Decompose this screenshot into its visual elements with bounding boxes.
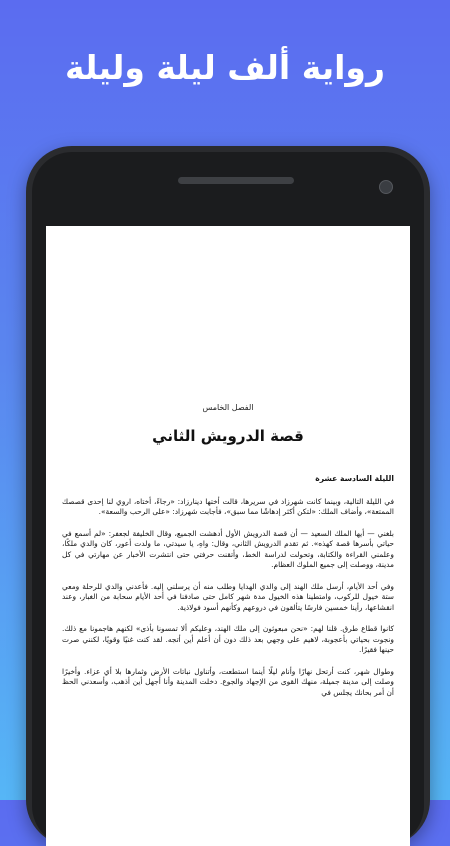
night-title: الليلة السادسة عشرة [315,474,394,483]
paragraph: كانوا قطاع طرق. قلنا لهم: «نحن مبعوثون إلى ملك الهند، وعليكم ألا تمسونا بأذى» لكنهم هاجمونا مع ذلك. ونجوت بحياتي بأعجوبة، لاهيم على وجهي بعد ذلك دون أن أعلم أين أتجه. لقد كنت غنيًا وقويًا، لكنني صرت حينها فقيرًا. [62,624,394,654]
story-title: قصة الدرويش الثاني [152,427,304,445]
chapter-label: الفصل الخامس [202,403,254,412]
app-headline: رواية ألف ليلة وليلة [65,48,385,87]
front-camera-icon [379,180,393,194]
paragraph: وفي أحد الأيام، أرسل ملك الهند إلى والدي الهدايا وطلب منه أن يرسلني إليه. فأعدني والدي للرحلة ومعي ستة خيول للركوب، وامتطينا هذه الخيول مدة شهر كامل حتى صادفنا في أحد الأيام سحابة من الغبار، وعند انقشاعها، رأينا خمسين فارسًا يتألقون في دروعهم وكأنهم أسود فولاذية. [62,581,394,612]
phone-screen[interactable] [46,226,410,846]
paragraph: وطوال شهر، كنت أرتحل نهارًا وأنام ليلًا أينما استطعت، وأتناول نباتات الأرض وثمارها بلا أي عزاء. وأخيرًا وصلت إلى مدينة جميلة، منهك القوى من الإجهاد والجوع. دخلت المدينة وأنا أجهل أين أذهب، وأسعدني الحظ أن أمر بحانك يجلس في [62,666,394,697]
book-page-text [62,474,394,709]
phone-frame [26,146,430,846]
paragraph: بلغني — أيها الملك السعيد — أن قصة الدرويش الأول أدهشت الجميع، وقال الخليفة لجعفر: «لم أسمع في حياتي بأسرها قصة كهذه». ثم تقدم الدرويش الثاني، وقال: واهِ، يا سيدتي، ما ولدت أعور، كان والدي ملكًا، وعلمني القراءة والكتابة، وتحولت لدراسة الخط، وأتقنت حرفتي حتى انتشرت الأخبار عن مهارتي في كل مدينة، ووصلت إلى جميع الملوك العظام. [62,528,394,569]
phone-speaker [178,177,294,184]
paragraph: في الليلة التالية، وبينما كانت شهرزاد في سريرها، قالت أختها دينارزاد: «رجاءً، أختاه، اروي لنا إحدى قصصك الممتعة»، وأضاف الملك: «لتكن أكثر إدهاشًا مما سبق»، فأجابت شهرزاد: «على الرحب والسعة». [62,496,394,516]
